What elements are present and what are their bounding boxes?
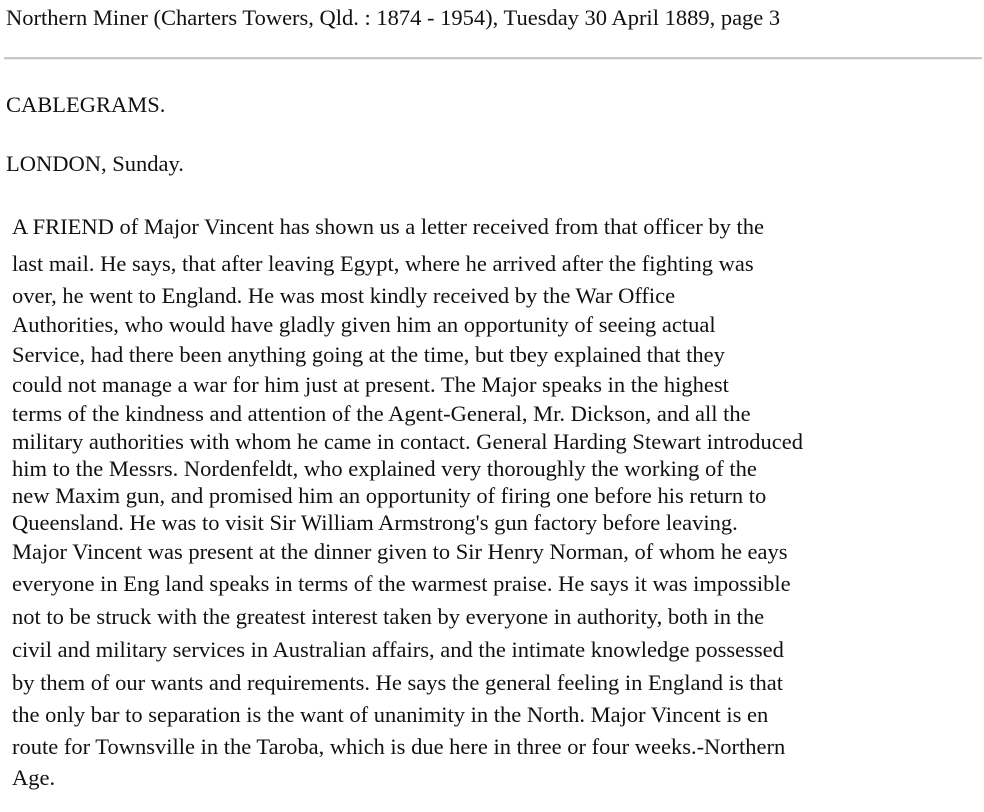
article-line: over, he went to England. He was most kindly received by the War Office [12,283,676,308]
article-body [12,208,974,793]
article-line: Major Vincent was present at the dinner given to Sir Henry Norman, of whom he eays [12,539,788,564]
article-line: military authorities with whom he came in contact. General Harding Stewart introduced [12,429,804,454]
article-line: could not manage a war for him just at present. The Major speaks in the highest [12,372,729,397]
article-line: everyone in Eng land speaks in terms of the warmest praise. He says it was impossible [12,571,791,596]
article-line: route for Townsville in the Taroba, which is due here in three or four weeks.-Northern [12,734,786,759]
article-line: Queensland. He was to visit Sir William Armstrong's gun factory before leaving. [12,510,738,535]
source-citation: Northern Miner (Charters Towers, Qld. : 1874 - 1954), Tuesday 30 April 1889, page 3 [6,5,781,30]
article-line: A FRIEND of Major Vincent has shown us a letter received from that officer by the [12,214,764,239]
article-line: terms of the kindness and attention of the Agent-General, Mr. Dickson, and all the [12,401,751,426]
article-line: new Maxim gun, and promised him an opportunity of firing one before his return to [12,483,767,508]
article-line: him to the Messrs. Nordenfeldt, who explained very thoroughly the working of the [12,456,757,481]
article-line: Service, had there been anything going at the time, but tbey explained that they [12,342,725,367]
article-line: the only bar to separation is the want of unanimity in the North. Major Vincent is en [12,702,769,727]
article-line: by them of our wants and requirements. He says the general feeling in England is that [12,670,784,695]
article-line: last mail. He says, that after leaving Egypt, where he arrived after the fighting was [12,251,754,276]
article-heading: CABLEGRAMS. [6,92,166,117]
article-dateline: LONDON, Sunday. [6,151,184,176]
article-line: not to be struck with the greatest interest taken by everyone in authority, both in the [12,604,765,629]
horizontal-divider [4,57,982,60]
article-line: Age. [12,765,56,790]
article-line: Authorities, who would have gladly given him an opportunity of seeing actual [12,312,716,337]
article-line: civil and military services in Australian affairs, and the intimate knowledge possessed [12,637,784,662]
